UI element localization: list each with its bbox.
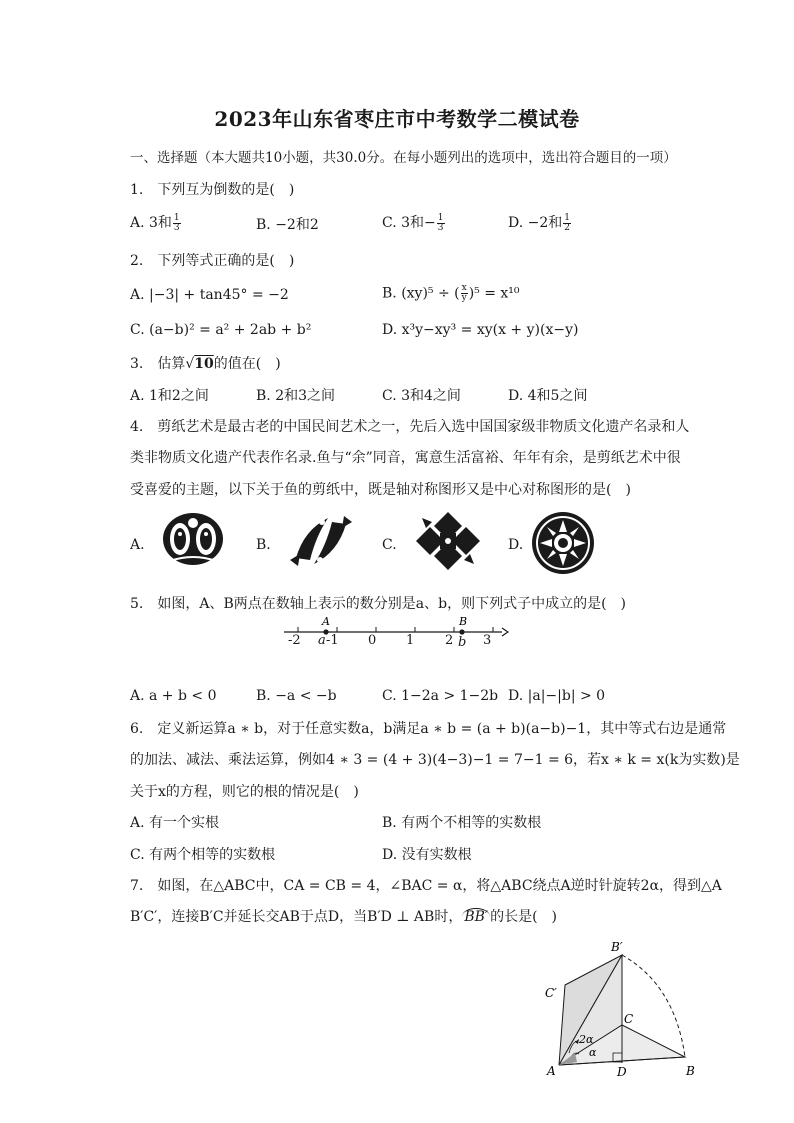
q7-line2-pre: B′C′，连接B′C并延长交AB于点D，当B′D ⊥ AB时， bbox=[130, 909, 463, 925]
rotation-triangle-figure bbox=[535, 935, 705, 1085]
q2-option-b[interactable] bbox=[382, 284, 520, 303]
q4-option-a[interactable]: A. bbox=[130, 537, 145, 553]
q4-line2: 类非物质文化遗产代表作名录.鱼与“余”同音，寓意生活富裕、年年有余，是剪纸艺术中很 bbox=[130, 450, 681, 466]
q4-line3: 受喜爱的主题，以下关于鱼的剪纸中，既是轴对称图形又是中心对称图形的是( ) bbox=[130, 482, 631, 498]
q3-stem-pre: 3. 估算 bbox=[130, 356, 186, 372]
fish-papercut-c-image bbox=[412, 508, 484, 574]
q2-option-c[interactable]: C. (a−b)² = a² + 2ab + b² bbox=[130, 322, 312, 338]
label-D: D bbox=[617, 1065, 627, 1079]
q7-line2 bbox=[130, 906, 557, 926]
q6-line3: 关于x的方程，则它的根的情况是( ) bbox=[130, 784, 359, 800]
page-title: 2023年山东省枣庄市中考数学二模试卷 bbox=[214, 107, 580, 131]
q3-option-b[interactable]: B. 2和3之间 bbox=[256, 388, 336, 404]
q1-option-d-text: D. −2和 bbox=[508, 215, 563, 231]
q7-line2-post: 的长是( ) bbox=[490, 909, 558, 925]
label-B: B bbox=[686, 1064, 695, 1078]
q3-stem-post: 的值在( ) bbox=[213, 356, 281, 372]
tick-label-a: a bbox=[318, 633, 326, 648]
q3-stem bbox=[130, 353, 281, 373]
label-alpha: α bbox=[589, 1046, 597, 1059]
q6-option-d[interactable]: D. 没有实数根 bbox=[382, 847, 472, 863]
q1-option-a-text: A. 3和 bbox=[130, 215, 172, 231]
q7-line1: 7. 如图，在△ABC中，CA = CB = 4，∠BAC = α，将△ABC绕点A逆时针旋转2α，得到△A bbox=[130, 878, 722, 894]
tick-label-0: 0 bbox=[368, 633, 377, 648]
q3-radicand: 10 bbox=[194, 356, 214, 372]
q5-option-b[interactable]: B. −a < −b bbox=[256, 688, 337, 704]
q1-option-d[interactable] bbox=[508, 212, 572, 233]
tick-label-b: b bbox=[458, 635, 467, 650]
fish-papercut-d-image bbox=[530, 510, 596, 576]
tick-label-neg2: -2 bbox=[288, 633, 301, 648]
q3-option-a[interactable]: A. 1和2之间 bbox=[130, 388, 209, 404]
q4-option-c[interactable]: C. bbox=[382, 537, 397, 553]
q2-option-b-pre: B. (xy)⁵ ÷ ( bbox=[382, 285, 460, 302]
q1-option-a[interactable] bbox=[130, 212, 182, 233]
q6-option-a[interactable]: A. 有一个实根 bbox=[130, 815, 220, 831]
q7-arc: BB′ bbox=[464, 909, 489, 925]
q1-option-d-frac: $\frac{1}{2}$ bbox=[564, 212, 570, 233]
q5-stem: 5. 如图，A、B两点在数轴上表示的数分别是a、b，则下列式子中成立的是( ) bbox=[130, 596, 626, 612]
q6-option-c[interactable]: C. 有两个相等的实数根 bbox=[130, 847, 276, 863]
q1-option-c-text: C. 3和− bbox=[382, 215, 436, 231]
q2-stem: 2. 下列等式正确的是( ) bbox=[130, 253, 295, 269]
tick-label-1: 1 bbox=[406, 633, 415, 648]
label-C: C bbox=[624, 1012, 634, 1026]
q5-option-c[interactable]: C. 1−2a > 1−2b bbox=[382, 688, 499, 704]
q2-option-a[interactable]: A. |−3| + tan45° = −2 bbox=[130, 287, 289, 303]
label-2alpha: 2α bbox=[579, 1033, 594, 1046]
section-heading: 一、选择题（本大题共10小题，共30.0分。在每小题列出的选项中，选出符合题目的一项） bbox=[130, 150, 677, 166]
q6-option-b[interactable]: B. 有两个不相等的实数根 bbox=[382, 815, 542, 831]
q2-option-b-post: )⁵ = x¹⁰ bbox=[468, 285, 520, 302]
tick-label-neg1: -1 bbox=[326, 633, 339, 648]
q3-option-c[interactable]: C. 3和4之间 bbox=[382, 388, 461, 404]
label-A: A bbox=[547, 1064, 556, 1078]
point-a-label: A bbox=[322, 615, 330, 628]
label-B-prime: B′ bbox=[611, 940, 623, 954]
q3-option-d[interactable]: D. 4和5之间 bbox=[508, 388, 588, 404]
label-C-prime: C′ bbox=[545, 986, 557, 1000]
q5-option-d[interactable]: D. |a|−|b| > 0 bbox=[508, 688, 606, 704]
q1-option-c[interactable] bbox=[382, 212, 446, 233]
q1-option-a-frac: $\frac{1}{3}$ bbox=[173, 212, 180, 233]
fish-papercut-a-image bbox=[158, 509, 228, 569]
q6-line1: 6. 定义新运算a ∗ b，对于任意实数a，b满足a ∗ b = (a + b)(a−b)−1，其中等式右边是通常 bbox=[130, 721, 727, 737]
q2-option-d[interactable]: D. x³y−xy³ = xy(x + y)(x−y) bbox=[382, 322, 579, 338]
sqrt-symbol: √ bbox=[185, 356, 195, 372]
tick-label-2: 2 bbox=[445, 633, 454, 648]
q1-option-c-frac: $\frac{1}{3}$ bbox=[437, 212, 444, 233]
q2-option-b-frac: $\frac{x}{y}$ bbox=[461, 283, 467, 303]
tick-label-3: 3 bbox=[483, 633, 492, 648]
point-b-label: B bbox=[459, 615, 468, 628]
q4-option-b[interactable]: B. bbox=[256, 537, 271, 553]
number-line-tick-labels bbox=[280, 633, 510, 653]
q1-option-b[interactable]: B. −2和2 bbox=[256, 217, 319, 233]
q5-option-a[interactable]: A. a + b < 0 bbox=[130, 688, 217, 704]
q4-line1: 4. 剪纸艺术是最古老的中国民间艺术之一，先后入选中国国家级非物质文化遗产名录和人 bbox=[130, 419, 690, 435]
q4-option-d[interactable]: D. bbox=[508, 537, 524, 553]
q6-line2: 的加法、减法、乘法运算，例如4 ∗ 3 = (4 + 3)(4−3)−1 = 7−1 = 6，若x ∗ k = x(k为实数)是 bbox=[130, 752, 740, 768]
q1-stem: 1. 下列互为倒数的是( ) bbox=[130, 182, 295, 198]
fish-papercut-b-image bbox=[286, 510, 356, 572]
